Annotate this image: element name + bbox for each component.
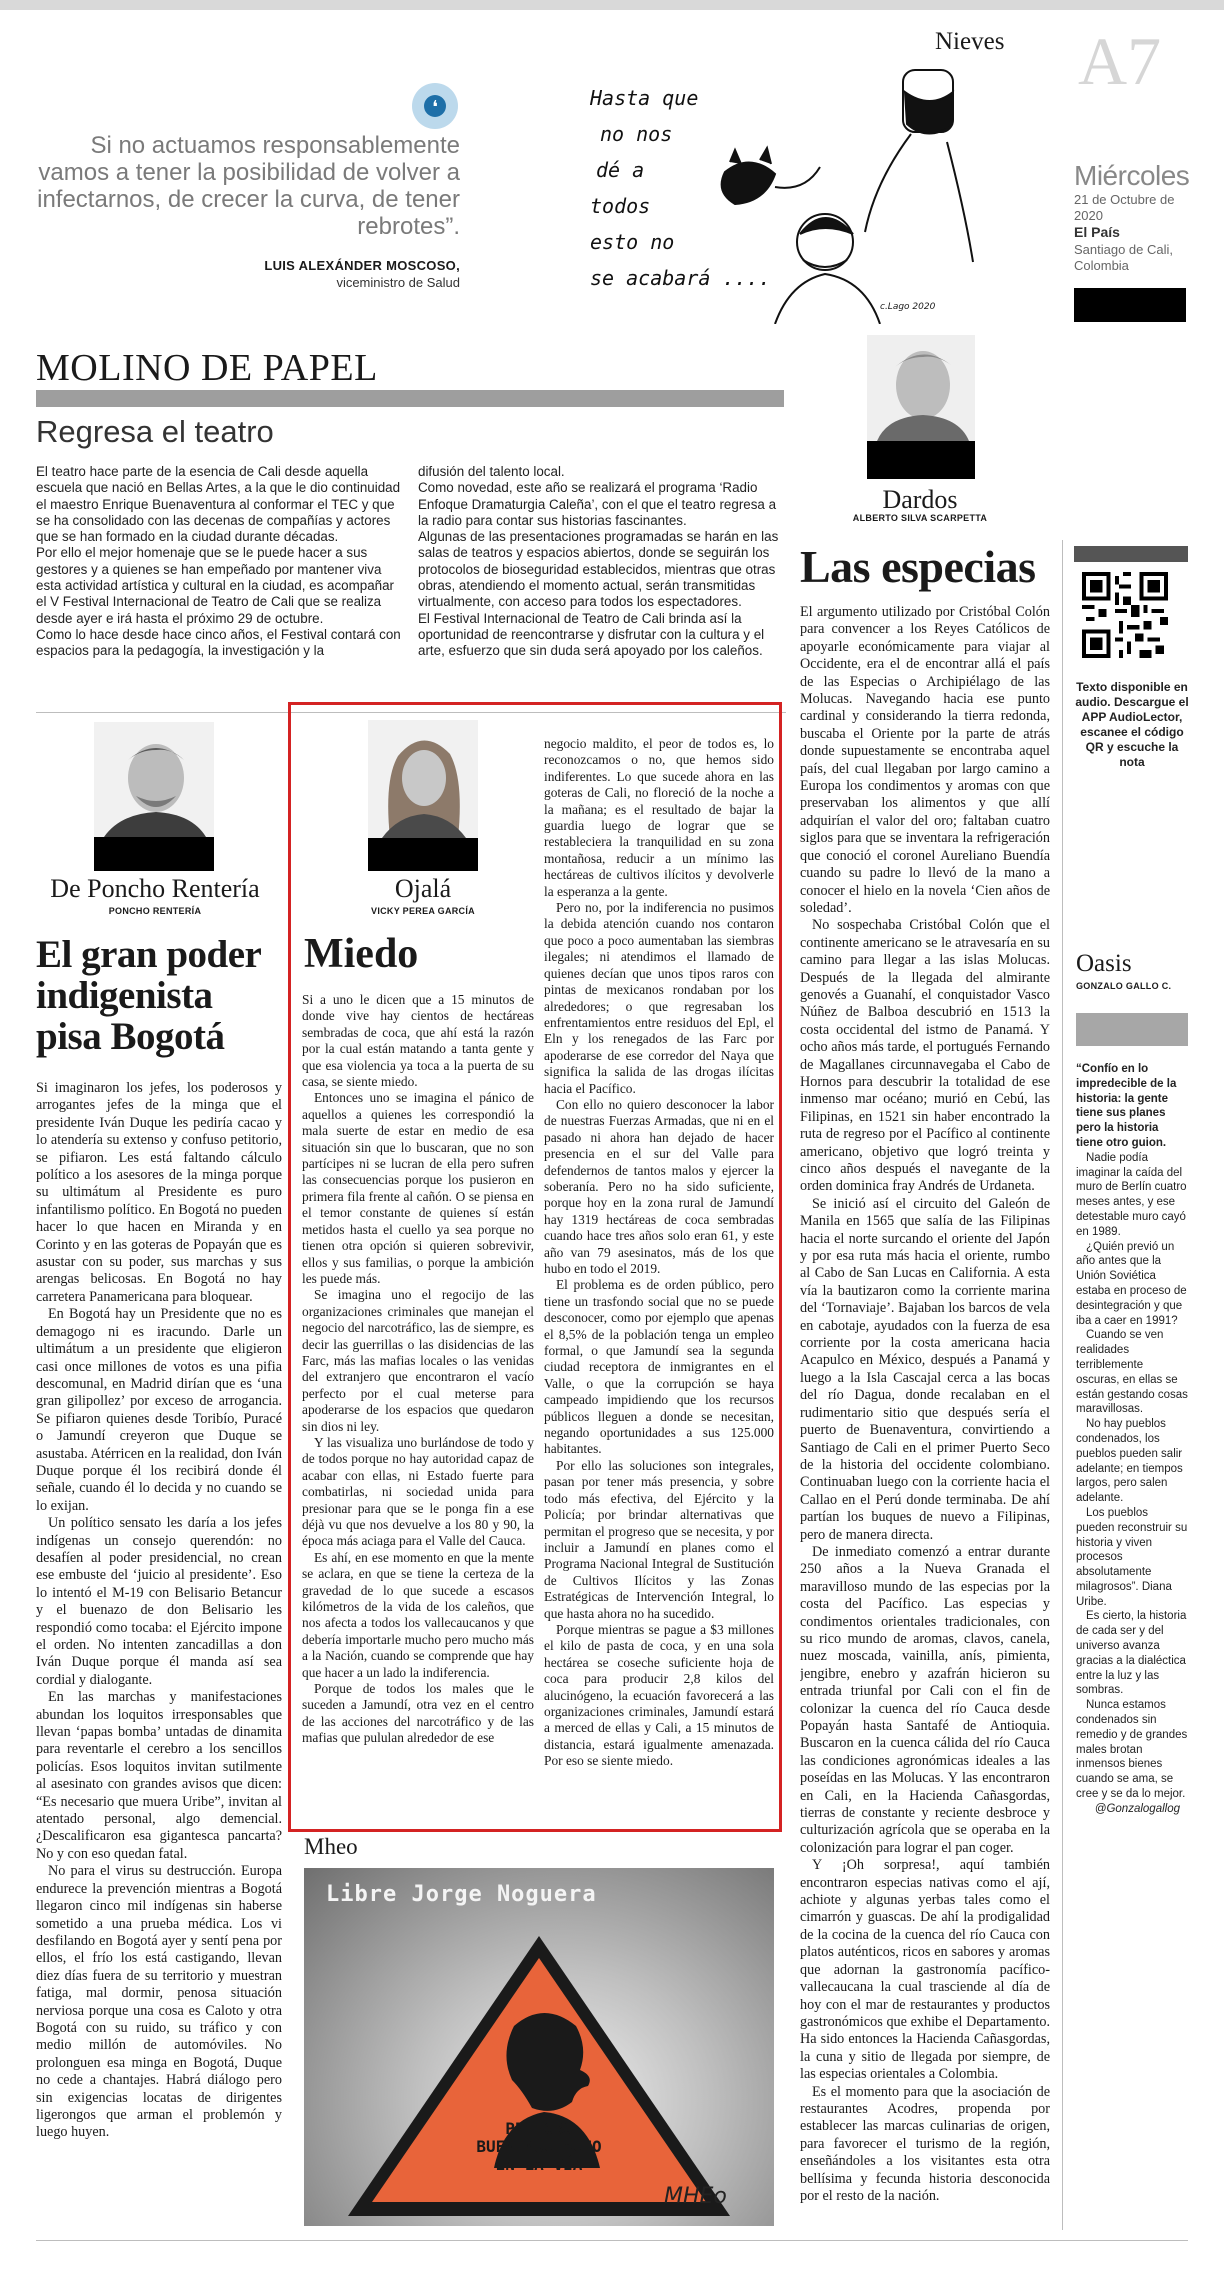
sign-line: BUEN MUCHACHO (476, 2137, 602, 2156)
oasis-paragraph: Nunca estamos condenados sin remedio y de grandes males brotan inmensos bienes cuando se ama, se cree y se da lo mejor. (1076, 1699, 1188, 1801)
ojala-author: VICKY PEREA GARCÍA (371, 906, 475, 916)
ojala-title: Miedo (304, 931, 419, 977)
date-black-bar (1074, 288, 1186, 322)
mheo-cartoon (304, 1868, 774, 2226)
nieves-signature: c.Lago 2020 (880, 302, 936, 312)
molino-col1 (36, 464, 401, 707)
dardos-paragraph: De inmediato comenzó a entrar durante 250 años a la Nueva Granada el maravilloso mundo de las especias por la costa del Pacífico. Las especias y condimentos orientales tradicionales, con su rico mundo de aromas, clavos, canela, nuez moscada, vainilla, anís, pimienta, jengibre, enebro y azafrán hicieron su entrada triunfal por Cali con el fin de colonizar la cuenca del río Cauca desde Popayán hasta Santafé de Antioquia. Buscaron en la cuenca cálida del río Cauca las condiciones agronómicas ideales a las poseídas en las Molucas. Y las encontraron en Cali, en la Hacienda Cañasgordas, tierras de constante y reciente desbroce y culturización agrícola que se operaba en la colonización para lograr el pan coger. (800, 1543, 1050, 1856)
nieves-caption (590, 80, 771, 296)
poncho-paragraph: En las marchas y manifestaciones abundan los loquitos irresponsables que llevan ‘papas bomba’ untadas de dinamita para reventarle el cerebro a los sencillos policías. Esos loquitos invitan sutilmente al asesinato con grandes avisos que dicen: “Es necesario que muera Uribe”, invitan al atentado personal, algo demencial. ¿Descalificaron esa gigantesca pancarta? No y con eso quedan fatal. (36, 1689, 282, 1862)
mheo-sign-text (364, 2120, 714, 2174)
qr-icon (1082, 572, 1168, 658)
mheo-banner: Libre Jorge Noguera (326, 1882, 597, 1907)
poncho-photo (94, 722, 214, 837)
ojala-paragraph: Se imagina uno el regocijo de las organizaciones criminales que manejan el negocio del narcotráfico, las de siempre, es decir las guerrillas o las disidencias de las Farc, más las mafias locales o las venidas del extranjero que encontraron el vacío perfecto por el cual meterse para apoderarse de los espacios que quedaron sin dios ni ley. (302, 1287, 534, 1434)
warning-sign-icon (344, 1930, 734, 2220)
quote-author: LUIS ALEXÁNDER MOSCOSO, (264, 258, 460, 273)
qr-code[interactable] (1082, 572, 1168, 658)
oasis-paragraph: Los pueblos pueden reconstruir su historia y viven procesos absolutamente milagrosos”. Diana Uribe. (1076, 1506, 1188, 1608)
molino-paragraph: Algunas de las presentaciones programadas se harán en las salas de teatros y espacios abiertos, donde se seguirán los protocolos de bioseguridad establecidos, mientras que otras obras, atendiendo el momento actual, serán transmitidas virtualmente, con acceso para todos los espectadores. (418, 529, 779, 610)
oasis-paragraph: Nadie podía imaginar la caída del muro de Berlín cuatro meses antes, y ese detestable muro cayó en 1989. (1076, 1151, 1187, 1238)
caption-line: Hasta que (590, 86, 699, 110)
nieves-label: Nieves (935, 28, 1005, 55)
dardos-photo (867, 335, 975, 441)
sidebar-divider (1062, 540, 1063, 2230)
mheo-label: Mheo (304, 1834, 358, 1859)
ojala-paragraph: Porque de todos los males que le suceden a Jamundí, otra vez en el centro de las acciones del narcotráfico y de las mafias que pululan alrededor de ese (302, 1681, 534, 1746)
dardos-column-name: Dardos (882, 485, 958, 514)
oasis-column-name: Oasis (1076, 950, 1132, 977)
molino-title: Regresa el teatro (36, 414, 274, 449)
page-date: 21 de Octubre de 2020 (1074, 192, 1175, 223)
oasis-handle: @Gonzalogallog (1094, 1802, 1180, 1815)
oasis-lead: “Confío en lo impredecible de la historia: la gente tiene sus planes pero la historia tiene otro guion. (1076, 1063, 1177, 1149)
page-city: Santiago de Cali, Colombia (1074, 242, 1174, 273)
molino-paragraph: El teatro hace parte de la esencia de Cali desde aquella escuela que nació en Bellas Artes, a la que le dio continuidad el maestro Enrique Buenaventura al conformar el TEC y que se ha consolidado con las decenas de compañías y actores que se han formado en la ciudad durante décadas. (36, 464, 401, 545)
caption-line: no nos (600, 122, 673, 146)
ojala-paragraph: Pero no, por la indiferencia no pusimos la debida atención cuando nos contaron que poco a poco aumentaban las siembras ilegales; ni atendimos el llamado de quienes decían que unos tipos raros con pintas de mexicanos rondaban por los alrededores; o que regresaban los enfrentamientos entre residuos del Epl, el Eln y los renegados de las Farc por apoderarse de ese corredor del Naya que significa la salida de las drogas ilícitas hacia el Pacífico. (544, 900, 774, 1096)
caption-line: todos (590, 194, 651, 218)
oasis-paragraph: Es cierto, la historia de cada ser y del universo avanza gracias a la dialéctica entre la luz y las sombras. (1076, 1610, 1187, 1697)
paper-name: El País (1074, 224, 1120, 240)
oasis-rule (1076, 1013, 1188, 1046)
ojala-paragraph: Es ahí, en ese momento en que la mente se aclara, en que se tiene la certeza de la gravedad de lo que sucede a escasos kilómetros de la vida de los caleños, que nos afecta a todos los vallecaucanos y que debería importarle mucho pero mucho más a la Nación, cuando se comprende que hay que hacer a un lado la indiferencia. (302, 1549, 534, 1680)
quote-glyph: ❛ (424, 95, 446, 117)
dardos-paragraph: El argumento utilizado por Cristóbal Colón para convencer a los Reyes Católicos de apoyarle económicamente para viajar al Occidente, era el de encontrar allá el país de las Especias o Archipiélago de las Molucas. Navegando hacia ese punto cardinal y considerando la tierra redonda, buscaba el Oriente por la parte de atrás donde supuestamente se encontraba aquel país, del cual llegaban por largo camino a Europa los condimentos y aromas con que preservaban los alimentos y que allí adquirían el valor del oro; faltaban cuatro siglos para que se inventara la refrigeración que conoció el coronel Aureliano Buendía cuando su padre lo llevó de la mano a conocer el hielo en la novela ‘Cien años de soledad’. (800, 604, 1050, 916)
quote-text: Si no actuamos responsablemente vamos a tener la posibilidad de volver a infectarnos, de crecer la curva, de tener rebrotes”. (37, 132, 460, 240)
quote-role: viceministro de Salud (336, 275, 460, 290)
poncho-paragraph: No para el virus su destrucción. Europa endurece la prevención mientras a Bogotá llegaron cinco mil indígenas sin haberse sometido a una prueba médica. Los vi desfilando en Bogotá ayer y sentí pena por ellos, el frío los está castigando, llevan diez días fuera de su territorio y muestran fatiga, mal dormir, penosa situación nerviosa porque una cosa es Caloto y otra Bogotá con su ruido, su tráfico y con medio millón de automóviles. No prolonguen esa minga en Bogotá, Duque no cede a chantajes. Habrá diálogo pero sin exigencias locatas de dirigentes ligerongos que arman el problemón y luego huyen. (36, 1863, 282, 2141)
dardos-photo-bar (867, 441, 975, 479)
molino-col2 (418, 464, 786, 707)
sidebar-rule (1074, 546, 1188, 562)
bottom-rule (36, 2240, 1188, 2241)
oasis-paragraph: Cuando se ven realidades terriblemente oscuras, en ellas se están gestando cosas maravillosas. (1076, 1329, 1188, 1416)
ojala-paragraph: Y las visualiza uno burlándose de todo y de todos porque no hay autoridad capaz de acabar con ellas, ni Estado fuerte para combatirlas, ni sociedad unida para presionar para que se le ponga fin a ese déjà vu que nos devuelve a los 80 y 90, la época más aciaga para el Valle del Cauca. (302, 1434, 534, 1549)
dardos-paragraph: Se inició así el circuito del Galeón de Manila en 1565 que salía de las Filipinas hacia el norte surcando el oriente del Japón y por esa ruta más hacia el oriente, rumbo al Cabo de San Lucas en California. A esta vía la bautizaron como la corriente marina del ‘Tornaviaje’. Bajaban los barcos de vela en cabotaje, ayudados con la fuerza de esa corriente por la costa americana hacia Acapulco en México, después a Panamá y luego a la Isla Cascajal cerca a las bocas del río Dagua, donde recalaban en el rudimentario sitio que después sería el puerto de Buenaventura, convirtiendo a Santiago de Cali en el primer Puerto Seco de la historia del occidente colombiano. Continuaban luego con la corriente hacia el Callao en el Perú donde terminaba. De ahí partían los buques de nuevo a Filipinas, pero de manera directa. (800, 1195, 1050, 1543)
poncho-portrait (94, 722, 214, 837)
ojala-col2 (544, 736, 774, 1822)
ojala-photo (368, 720, 478, 838)
sign-line: EN LA VÍA (495, 2155, 583, 2174)
molino-paragraph: difusión del talento local. (418, 464, 565, 479)
oasis-body (1076, 1062, 1188, 1817)
molino-paragraph: Como novedad, este año se realizará el programa ‘Radio Enfoque Dramaturgia Caleña’, con el que el teatro regresa a la radio para contar sus historias fascinantes. (418, 480, 777, 528)
audio-text: Texto disponible en audio. Descargue el APP AudioLector, escanee el código QR y escuche la nota (1075, 680, 1189, 769)
ojala-paragraph: Si a uno le dicen que a 15 minutos de donde vive hay cientos de hectáreas sembradas de coca, que ahí está la razón por la cual están matando a tanta gente y que esa violencia ya toca a la puerta de su casa, se siente miedo. (302, 992, 534, 1090)
ojala-paragraph: Con ello no quiero desconocer la labor de nuestras Fuerzas Armadas, que ni en el pasado ni ahora han dejado de hacer presencia en el sur del Valle para defendernos de tantos malos y ejercer la soberanía. Pero no ha sido suficiente, porque hoy en la zona rural de Jamundí hay 1319 hectáreas de coca sembradas cuando hace tres años solo eran 61, y este año van 79 asesinatos, más de los que hubo en todo el 2019. (544, 1096, 774, 1276)
oasis-paragraph: No hay pueblos condenados, los pueblos pueden salir adelante; en tiempos largos, pero salen adelante. (1076, 1418, 1183, 1505)
mheo-signature: MHEo (664, 2184, 727, 2209)
poncho-column-name: De Poncho Rentería (50, 874, 260, 903)
dardos-paragraph: Y ¡Oh sorpresa!, aquí también encontraron especias nativas como el ají, achiote y algunas yerbas tales como el cimarrón y guascas. De ahí la prodigalidad de la cocina de la cuenca del río Cauca con platos auténticos, ricos en sabores y aromas que adornan la gastronomía pacífico-vallecaucana la cual trasciende al día de hoy con el mar de restaurantes y productos gastronómicos que exhibe el Departamento. Ha sido entonces la Hacienda Cañasgordas, la cuna y sitio de llegada por siempre, de las especias orientales a Colombia. (800, 1857, 1050, 2083)
molino-paragraph: Como lo hace desde hace cinco años, el Festival contará con espacios para la pedagogía, la investigación y la (36, 626, 401, 659)
ojala-paragraph: Porque mientras se pague a $3 millones el kilo de pasta de coca, y en una sola hectárea se coseche suficiente hoja de coca para producir 2,8 kilos del alucinógeno, la ecuación favorecerá a las organizaciones criminales, Jamundí estará a merced de ellas y Cali, a 15 minutos de distancia, estará igualmente amenazada. Por eso se siente miedo. (544, 1621, 774, 1769)
caption-line: esto no (590, 230, 675, 254)
poncho-paragraph: Un político sensato les daría a los jefes indígenas un consejo querendón: no desafíen al poder presidencial, no crean ese embuste del ‘juicio al presidente’. Eso lo intentó el M-19 con Belisario Betancur y el buenazo de don Belisario les respondió como tocaba: el Ejército impone el orden. No intenten zancadillas a don Iván Duque porque él manda así sea cordial y dialogante. (36, 1515, 282, 1688)
poncho-paragraph: En Bogotá hay un Presidente que no es demagogo ni es iracundo. Darle un ultimátum a un presidente que eligieron casi once millones de votos es una pifia descomunal, en Madrid dirían que es ‘una gran gilipollez’ por exceso de arrogancia. Se pifiaron quienes desde Toribío, Puracé o Jamundí creyeron que Duque se asustaba. Atérricen en la realidad, don Iván Duque porque él los recibirá donde él señale, cuando él lo decida y no cuando se lo exijan. (36, 1306, 282, 1514)
dardos-paragraph: Es el momento para que la asociación de restaurantes Acodres, propenda por establecer las marcas culinarias de origen, para favorecer el turismo de la región, enseñándoles a los visitantes esta otra bellísima y fecunda historia desconocida por el resto de la nación. (800, 2083, 1050, 2204)
poncho-photo-bar (94, 837, 214, 871)
molino-rule (36, 390, 784, 407)
dardos-paragraph: No sospechaba Cristóbal Colón que el continente americano se le atravesaría en su camino para llegar a las islas Molucas. Después de la llegada del almirante genovés a Guanahí, el conquistador Vasco Núñez de Balboa descubrió en 1513 la costa occidental del istmo de Panamá. Y ocho años más tarde, el portugués Fernando de Magallanes circunnavegaba el Cabo de Hornos para descubrir la totalidad de ese inmenso mar océano; murió en Cebú, las Filipinas, en 1521 sin haber encontrado la ruta de regreso por el Pacífico al continente americano, objetivo que logró treinta y cinco años después el navegante de la orden dominica fray Andrés de Urdaneta. (800, 917, 1050, 1195)
page-day: Miércoles (1074, 160, 1190, 191)
molino-paragraph: El Festival Internacional de Teatro de Cali brinda así la oportunidad de reencontrarse y disfrutar con la cultura y el arte, esfuerzo que sin duda será apoyado por los caleños. (418, 610, 765, 659)
poncho-author: PONCHO RENTERÍA (108, 906, 202, 916)
page-number: A7 (1078, 23, 1162, 99)
sign-line: PELIGRO (505, 2119, 573, 2138)
dardos-title: Las especias (800, 541, 1036, 592)
poncho-title: El gran poder indigenista pisa Bogotá (36, 933, 261, 1058)
poncho-paragraph: Si imaginaron los jefes, los poderosos y arrogantes jefes de la minga que el presidente Iván Duque les pediría cacao y lo atendería su extenso y confuso petitorio, se pifiaron. Les está faltando cálculo político a los asesores de la minga porque su ultimátum al Presidente es puro infantilismo político. En Bogotá no pueden hacer lo que hacen en Miranda y en Corinto y en las goteras de Popayán que es asustar con su poder, sus marchas y sus arengas belicosas. En Bogotá no hay carretera Panamericana para bloquear. (36, 1080, 282, 1305)
oasis-paragraph: ¿Quién previó un año antes que la Unión Soviética estaba en proceso de desintegración y que iba a caer en 1991? (1076, 1240, 1187, 1327)
dardos-portrait (867, 335, 975, 441)
dardos-body (800, 604, 1050, 2232)
molino-paragraph: Por ello el mejor homenaje que se le puede hacer a sus gestores y a quienes se han empeñado por mantener viva esta actividad artística y cultural en la ciudad, es acompañar el V Festival Internacional de Teatro de Cali que se realiza desde ayer e irá hasta el próximo 29 de octubre. (36, 545, 395, 626)
oasis-author: GONZALO GALLO C. (1076, 981, 1172, 991)
dardos-author: ALBERTO SILVA SCARPETTA (852, 513, 988, 523)
caption-line: dé a (596, 158, 645, 182)
ojala-paragraph: Por ello las soluciones son integrales, pasan por tener más presencia, y sobre todo más efectiva, del Ejército y la Policía; por brindar alternativas que permitan el progreso que se necesita, y por incluir a Jamundí en planes como el Programa Nacional Integral de Sustitución de Cultivos Ilícitos y las Zonas Estratégicas de Intervención Integral, lo que hasta ahora no ha sucedido. (544, 1457, 774, 1621)
ojala-paragraph: Entonces uno se imagina el pánico de aquellos a quienes les correspondió la mala suerte de estar en medio de esa situación sin que lo buscaran, que no son partícipes ni se lucran de ella pero sufren las consecuencias porque los pusieron en primera fila frente al cañón. O se piensa en el temor constante de quienes sí están metidos hasta el cuello ya sea porque no tienen otra opción si quieren sobrevivir, ellos y sus familias, o porque la ambición les puede más. (302, 1090, 534, 1286)
ojala-paragraph: negocio maldito, el peor de todos es, lo reconozcamos o no, que hemos sido indiferentes. Lo que sucede ahora en las goteras de Cali, no floreció de la noche a la mañana; es el resultado de bajar la guardia luego de lograr que se restableciera la tranquilidad en su zona montañosa, reducir a un mínimo las hectáreas de cultivos ilícitos y devolverle la esperanza a la gente. (544, 736, 774, 899)
caption-line: se acabará .... (590, 266, 771, 290)
poncho-body (36, 1080, 282, 2230)
ojala-col1 (302, 992, 534, 1824)
ojala-column-name: Ojalá (394, 874, 452, 903)
molino-section-title: MOLINO DE PAPEL (36, 347, 378, 389)
top-rule (0, 0, 1224, 10)
ojala-photo-bar (368, 838, 478, 871)
ojala-paragraph: El problema es de orden público, pero tiene un trasfondo social que no se puede desconocer, como por ejemplo que apenas el 8,5% de la población tenga un empleo formal, o que Jamundí sea la segunda ciudad receptora de inmigrantes en el Valle, o que la corrupción se haya campeado impidiendo que los recursos públicos lleguen a donde se necesitan, negando oportunidades a sus 125.000 habitantes. (544, 1277, 774, 1457)
quote-mark-icon (412, 83, 458, 129)
ojala-portrait (368, 720, 478, 838)
